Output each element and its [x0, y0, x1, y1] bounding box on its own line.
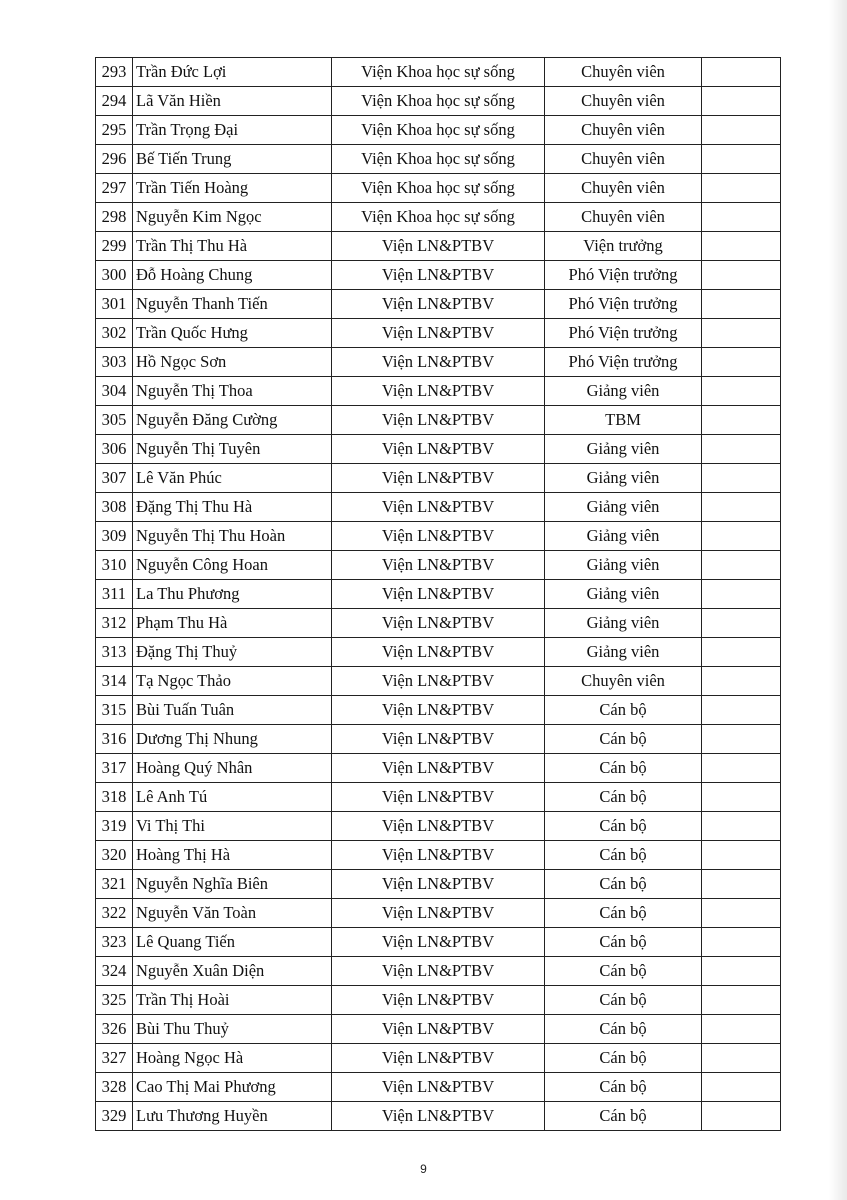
- position-cell: Chuyên viên: [545, 174, 702, 203]
- full-name-cell: Bế Tiến Trung: [133, 145, 332, 174]
- full-name-cell: Lưu Thương Huyền: [133, 1102, 332, 1131]
- unit-cell: Viện LN&PTBV: [332, 261, 545, 290]
- full-name-cell: Nguyễn Thị Thoa: [133, 377, 332, 406]
- full-name-cell: Nguyễn Thị Tuyên: [133, 435, 332, 464]
- unit-cell: Viện LN&PTBV: [332, 754, 545, 783]
- unit-cell: Viện LN&PTBV: [332, 232, 545, 261]
- table-row: [96, 435, 781, 464]
- row-number-cell: 325: [96, 986, 133, 1015]
- full-name-cell: Hoàng Thị Hà: [133, 841, 332, 870]
- row-number-cell: 299: [96, 232, 133, 261]
- unit-cell: Viện LN&PTBV: [332, 290, 545, 319]
- note-cell: [702, 957, 781, 986]
- position-cell: Viện trưởng: [545, 232, 702, 261]
- row-number-cell: 319: [96, 812, 133, 841]
- unit-cell: Viện Khoa học sự sống: [332, 58, 545, 87]
- full-name-cell: Nguyễn Kim Ngọc: [133, 203, 332, 232]
- position-cell: Cán bộ: [545, 754, 702, 783]
- table-row: [96, 58, 781, 87]
- unit-cell: Viện LN&PTBV: [332, 1015, 545, 1044]
- position-cell: Cán bộ: [545, 899, 702, 928]
- position-cell: Cán bộ: [545, 870, 702, 899]
- unit-cell: Viện LN&PTBV: [332, 1073, 545, 1102]
- table-row: [96, 377, 781, 406]
- unit-cell: Viện Khoa học sự sống: [332, 145, 545, 174]
- table-row: [96, 1073, 781, 1102]
- row-number-cell: 316: [96, 725, 133, 754]
- unit-cell: Viện LN&PTBV: [332, 609, 545, 638]
- table-row: [96, 348, 781, 377]
- full-name-cell: Nguyễn Nghĩa Biên: [133, 870, 332, 899]
- staff-table: [95, 57, 781, 1131]
- position-cell: Cán bộ: [545, 928, 702, 957]
- row-number-cell: 301: [96, 290, 133, 319]
- position-cell: Chuyên viên: [545, 58, 702, 87]
- table-row: [96, 290, 781, 319]
- position-cell: Cán bộ: [545, 1073, 702, 1102]
- note-cell: [702, 232, 781, 261]
- position-cell: Phó Viện trưởng: [545, 348, 702, 377]
- unit-cell: Viện LN&PTBV: [332, 1044, 545, 1073]
- row-number-cell: 305: [96, 406, 133, 435]
- note-cell: [702, 319, 781, 348]
- row-number-cell: 317: [96, 754, 133, 783]
- full-name-cell: Đỗ Hoàng Chung: [133, 261, 332, 290]
- table-row: [96, 638, 781, 667]
- full-name-cell: Tạ Ngọc Thảo: [133, 667, 332, 696]
- unit-cell: Viện LN&PTBV: [332, 928, 545, 957]
- unit-cell: Viện LN&PTBV: [332, 348, 545, 377]
- position-cell: TBM: [545, 406, 702, 435]
- row-number-cell: 318: [96, 783, 133, 812]
- unit-cell: Viện Khoa học sự sống: [332, 203, 545, 232]
- full-name-cell: Nguyễn Đăng Cường: [133, 406, 332, 435]
- row-number-cell: 307: [96, 464, 133, 493]
- table-row: [96, 464, 781, 493]
- note-cell: [702, 1015, 781, 1044]
- staff-table-body: [96, 58, 781, 1131]
- note-cell: [702, 638, 781, 667]
- page-number: 9: [420, 1162, 427, 1176]
- row-number-cell: 329: [96, 1102, 133, 1131]
- unit-cell: Viện LN&PTBV: [332, 638, 545, 667]
- position-cell: Chuyên viên: [545, 667, 702, 696]
- unit-cell: Viện Khoa học sự sống: [332, 87, 545, 116]
- full-name-cell: Trần Trọng Đại: [133, 116, 332, 145]
- note-cell: [702, 203, 781, 232]
- table-row: [96, 493, 781, 522]
- position-cell: Cán bộ: [545, 1015, 702, 1044]
- unit-cell: Viện LN&PTBV: [332, 725, 545, 754]
- unit-cell: Viện Khoa học sự sống: [332, 174, 545, 203]
- full-name-cell: Trần Tiến Hoàng: [133, 174, 332, 203]
- position-cell: Phó Viện trưởng: [545, 319, 702, 348]
- note-cell: [702, 87, 781, 116]
- note-cell: [702, 464, 781, 493]
- position-cell: Chuyên viên: [545, 116, 702, 145]
- full-name-cell: Hồ Ngọc Sơn: [133, 348, 332, 377]
- note-cell: [702, 870, 781, 899]
- note-cell: [702, 406, 781, 435]
- row-number-cell: 313: [96, 638, 133, 667]
- note-cell: [702, 435, 781, 464]
- scan-page-edge: [829, 0, 847, 1200]
- row-number-cell: 314: [96, 667, 133, 696]
- row-number-cell: 321: [96, 870, 133, 899]
- unit-cell: Viện LN&PTBV: [332, 493, 545, 522]
- full-name-cell: Nguyễn Công Hoan: [133, 551, 332, 580]
- full-name-cell: Bùi Tuấn Tuân: [133, 696, 332, 725]
- table-row: [96, 1015, 781, 1044]
- position-cell: Giảng viên: [545, 580, 702, 609]
- table-row: [96, 116, 781, 145]
- full-name-cell: Đặng Thị Thu Hà: [133, 493, 332, 522]
- note-cell: [702, 174, 781, 203]
- table-row: [96, 986, 781, 1015]
- note-cell: [702, 1073, 781, 1102]
- row-number-cell: 295: [96, 116, 133, 145]
- full-name-cell: Hoàng Quý Nhân: [133, 754, 332, 783]
- note-cell: [702, 1102, 781, 1131]
- full-name-cell: Trần Thị Thu Hà: [133, 232, 332, 261]
- note-cell: [702, 493, 781, 522]
- row-number-cell: 296: [96, 145, 133, 174]
- unit-cell: Viện LN&PTBV: [332, 812, 545, 841]
- note-cell: [702, 290, 781, 319]
- row-number-cell: 327: [96, 1044, 133, 1073]
- row-number-cell: 297: [96, 174, 133, 203]
- position-cell: Giảng viên: [545, 609, 702, 638]
- note-cell: [702, 899, 781, 928]
- full-name-cell: Nguyễn Xuân Diện: [133, 957, 332, 986]
- full-name-cell: Dương Thị Nhung: [133, 725, 332, 754]
- table-row: [96, 145, 781, 174]
- row-number-cell: 298: [96, 203, 133, 232]
- row-number-cell: 306: [96, 435, 133, 464]
- table-row: [96, 261, 781, 290]
- position-cell: Giảng viên: [545, 464, 702, 493]
- full-name-cell: Đặng Thị Thuỷ: [133, 638, 332, 667]
- note-cell: [702, 609, 781, 638]
- note-cell: [702, 58, 781, 87]
- unit-cell: Viện LN&PTBV: [332, 406, 545, 435]
- unit-cell: Viện LN&PTBV: [332, 464, 545, 493]
- position-cell: Cán bộ: [545, 1102, 702, 1131]
- unit-cell: Viện LN&PTBV: [332, 957, 545, 986]
- table-row: [96, 928, 781, 957]
- table-row: [96, 667, 781, 696]
- row-number-cell: 324: [96, 957, 133, 986]
- note-cell: [702, 986, 781, 1015]
- row-number-cell: 320: [96, 841, 133, 870]
- note-cell: [702, 812, 781, 841]
- full-name-cell: Hoàng Ngọc Hà: [133, 1044, 332, 1073]
- note-cell: [702, 725, 781, 754]
- row-number-cell: 309: [96, 522, 133, 551]
- position-cell: Cán bộ: [545, 783, 702, 812]
- table-row: [96, 783, 781, 812]
- note-cell: [702, 696, 781, 725]
- note-cell: [702, 928, 781, 957]
- note-cell: [702, 1044, 781, 1073]
- full-name-cell: Trần Đức Lợi: [133, 58, 332, 87]
- note-cell: [702, 667, 781, 696]
- note-cell: [702, 116, 781, 145]
- row-number-cell: 308: [96, 493, 133, 522]
- full-name-cell: Trần Quốc Hưng: [133, 319, 332, 348]
- table-row: [96, 696, 781, 725]
- table-row: [96, 203, 781, 232]
- unit-cell: Viện LN&PTBV: [332, 696, 545, 725]
- row-number-cell: 302: [96, 319, 133, 348]
- unit-cell: Viện LN&PTBV: [332, 667, 545, 696]
- position-cell: Cán bộ: [545, 1044, 702, 1073]
- full-name-cell: Nguyễn Văn Toàn: [133, 899, 332, 928]
- unit-cell: Viện LN&PTBV: [332, 522, 545, 551]
- position-cell: Phó Viện trưởng: [545, 290, 702, 319]
- unit-cell: Viện LN&PTBV: [332, 580, 545, 609]
- table-row: [96, 174, 781, 203]
- unit-cell: Viện LN&PTBV: [332, 870, 545, 899]
- position-cell: Giảng viên: [545, 638, 702, 667]
- note-cell: [702, 551, 781, 580]
- table-row: [96, 754, 781, 783]
- row-number-cell: 315: [96, 696, 133, 725]
- row-number-cell: 311: [96, 580, 133, 609]
- position-cell: Giảng viên: [545, 377, 702, 406]
- full-name-cell: Nguyễn Thị Thu Hoàn: [133, 522, 332, 551]
- unit-cell: Viện Khoa học sự sống: [332, 116, 545, 145]
- table-row: [96, 725, 781, 754]
- position-cell: Giảng viên: [545, 522, 702, 551]
- table-row: [96, 406, 781, 435]
- note-cell: [702, 580, 781, 609]
- position-cell: Cán bộ: [545, 957, 702, 986]
- unit-cell: Viện LN&PTBV: [332, 986, 545, 1015]
- full-name-cell: Bùi Thu Thuỷ: [133, 1015, 332, 1044]
- note-cell: [702, 522, 781, 551]
- table-row: [96, 1102, 781, 1131]
- full-name-cell: Lê Anh Tú: [133, 783, 332, 812]
- note-cell: [702, 783, 781, 812]
- unit-cell: Viện LN&PTBV: [332, 319, 545, 348]
- full-name-cell: Lê Văn Phúc: [133, 464, 332, 493]
- position-cell: Chuyên viên: [545, 145, 702, 174]
- note-cell: [702, 754, 781, 783]
- unit-cell: Viện LN&PTBV: [332, 899, 545, 928]
- table-row: [96, 812, 781, 841]
- table-row: [96, 899, 781, 928]
- unit-cell: Viện LN&PTBV: [332, 435, 545, 464]
- table-row: [96, 841, 781, 870]
- position-cell: Giảng viên: [545, 551, 702, 580]
- unit-cell: Viện LN&PTBV: [332, 841, 545, 870]
- position-cell: Cán bộ: [545, 986, 702, 1015]
- row-number-cell: 293: [96, 58, 133, 87]
- note-cell: [702, 377, 781, 406]
- unit-cell: Viện LN&PTBV: [332, 551, 545, 580]
- position-cell: Chuyên viên: [545, 203, 702, 232]
- table-row: [96, 551, 781, 580]
- row-number-cell: 326: [96, 1015, 133, 1044]
- table-row: [96, 1044, 781, 1073]
- full-name-cell: Trần Thị Hoài: [133, 986, 332, 1015]
- row-number-cell: 322: [96, 899, 133, 928]
- full-name-cell: Nguyễn Thanh Tiến: [133, 290, 332, 319]
- position-cell: Cán bộ: [545, 696, 702, 725]
- position-cell: Cán bộ: [545, 725, 702, 754]
- row-number-cell: 300: [96, 261, 133, 290]
- table-row: [96, 87, 781, 116]
- full-name-cell: Lê Quang Tiến: [133, 928, 332, 957]
- unit-cell: Viện LN&PTBV: [332, 783, 545, 812]
- row-number-cell: 310: [96, 551, 133, 580]
- row-number-cell: 312: [96, 609, 133, 638]
- table-row: [96, 580, 781, 609]
- note-cell: [702, 261, 781, 290]
- position-cell: Giảng viên: [545, 493, 702, 522]
- full-name-cell: Vi Thị Thi: [133, 812, 332, 841]
- table-row: [96, 870, 781, 899]
- position-cell: Cán bộ: [545, 812, 702, 841]
- table-row: [96, 319, 781, 348]
- row-number-cell: 294: [96, 87, 133, 116]
- note-cell: [702, 348, 781, 377]
- row-number-cell: 323: [96, 928, 133, 957]
- note-cell: [702, 841, 781, 870]
- row-number-cell: 304: [96, 377, 133, 406]
- table-row: [96, 609, 781, 638]
- unit-cell: Viện LN&PTBV: [332, 377, 545, 406]
- table-row: [96, 522, 781, 551]
- position-cell: Giảng viên: [545, 435, 702, 464]
- row-number-cell: 303: [96, 348, 133, 377]
- table-row: [96, 957, 781, 986]
- position-cell: Cán bộ: [545, 841, 702, 870]
- table-row: [96, 232, 781, 261]
- position-cell: Chuyên viên: [545, 87, 702, 116]
- row-number-cell: 328: [96, 1073, 133, 1102]
- full-name-cell: La Thu Phương: [133, 580, 332, 609]
- position-cell: Phó Viện trưởng: [545, 261, 702, 290]
- unit-cell: Viện LN&PTBV: [332, 1102, 545, 1131]
- full-name-cell: Phạm Thu Hà: [133, 609, 332, 638]
- note-cell: [702, 145, 781, 174]
- full-name-cell: Cao Thị Mai Phương: [133, 1073, 332, 1102]
- full-name-cell: Lã Văn Hiền: [133, 87, 332, 116]
